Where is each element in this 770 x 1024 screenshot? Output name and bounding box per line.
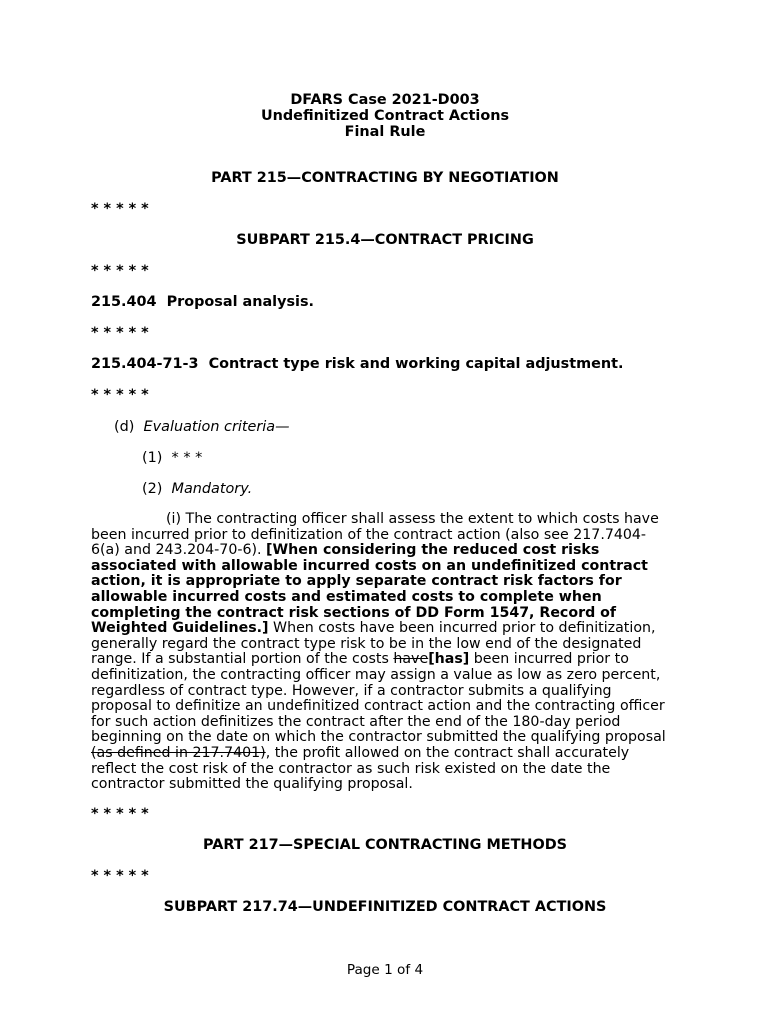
paragraph-label: (1) [142,450,163,466]
ellipsis-stars: * * * * * [91,201,149,217]
case-number: DFARS Case 2021-D003 [290,92,480,108]
subpart-215-4-heading: SUBPART 215.4—CONTRACT PRICING [236,232,534,248]
section-title: Proposal analysis. [166,294,315,310]
paragraph-d-2-i [91,512,691,793]
paragraph-d [114,419,289,435]
inserted-text-line: allowable incurred costs and estimated costs to complete when [91,588,602,605]
section-215-404-heading [91,294,314,310]
ellipsis-stars: * * * * * [91,263,149,279]
paragraph-d-1 [142,450,202,466]
text-line: for such action definitizes the contract after the end of the 180-day period [91,713,621,730]
inserted-text: Weighted Guidelines.] [91,620,269,637]
text-line: reflect the cost risk of the contractor as such risk existed on the date the [91,760,611,777]
text-line: been incurred prior to definitization of the contract action (also see 217.7404- [91,526,647,543]
text-line [91,746,691,762]
paragraph-d-2 [142,481,252,497]
text-line: regardless of contract type. However, if a contractor submits a qualifying [91,682,612,699]
text-line [91,621,691,637]
ellipsis-stars: * * * * * [91,806,149,822]
paragraph-text: * * * [171,450,203,466]
text-run: , the profit allowed on the contract shall accurately [265,744,630,761]
section-title: Contract type risk and working capital adjustment. [208,356,624,372]
text-line: (i) The contracting officer shall assess the extent to which costs have [166,511,659,527]
text-line: beginning on the date on which the contractor submitted the qualifying proposal [91,729,666,746]
inserted-text: [When considering the reduced cost risks [266,542,600,559]
subpart-217-74-heading: SUBPART 217.74—UNDEFINITIZED CONTRACT ACTIONS [163,899,607,915]
deleted-text: have [393,651,429,668]
inserted-text-line: action, it is appropriate to apply separate contract risk factors for [91,573,622,590]
text-line [91,543,691,559]
inserted-text-line: associated with allowable incurred costs on an undefinitized contract [91,557,648,574]
paragraph-heading: Mandatory. [171,481,253,497]
inserted-text: [has] [428,651,470,668]
text-line: generally regard the contract type risk to be in the low end of the designated [91,635,642,652]
inserted-text-line: completing the contract risk sections of DD Form 1547, Record of [91,604,617,621]
text-run: been incurred prior to [469,651,629,668]
rule-type: Final Rule [344,124,426,140]
part-215-heading: PART 215—CONTRACTING BY NEGOTIATION [211,170,559,186]
text-line: proposal to definitize an undefinitized contract action and the contracting officer [91,698,665,715]
text-line: definitization, the contracting officer may assign a value as low as zero percent, [91,666,661,683]
ellipsis-stars: * * * * * [91,868,149,884]
text-run: range. If a substantial portion of the costs [91,651,394,668]
part-217-heading: PART 217—SPECIAL CONTRACTING METHODS [202,837,568,853]
deleted-text: (as defined in 217.7401) [91,744,266,761]
page-number: Page 1 of 4 [346,962,424,978]
section-number: 215.404-71-3 [91,356,199,372]
paragraph-heading: Evaluation criteria— [143,419,290,435]
text-run: 6(a) and 243.204-70-6). [91,542,267,559]
case-title: Undefinitized Contract Actions [260,108,510,124]
ellipsis-stars: * * * * * [91,387,149,403]
paragraph-label: (d) [114,419,135,435]
section-number: 215.404 [91,294,157,310]
ellipsis-stars: * * * * * [91,325,149,341]
text-line: contractor submitted the qualifying proposal. [91,776,413,793]
text-line [91,652,691,668]
section-215-404-71-3-heading [91,356,623,372]
paragraph-label: (2) [142,481,163,497]
text-run: When costs have been incurred prior to definitization, [268,620,656,637]
